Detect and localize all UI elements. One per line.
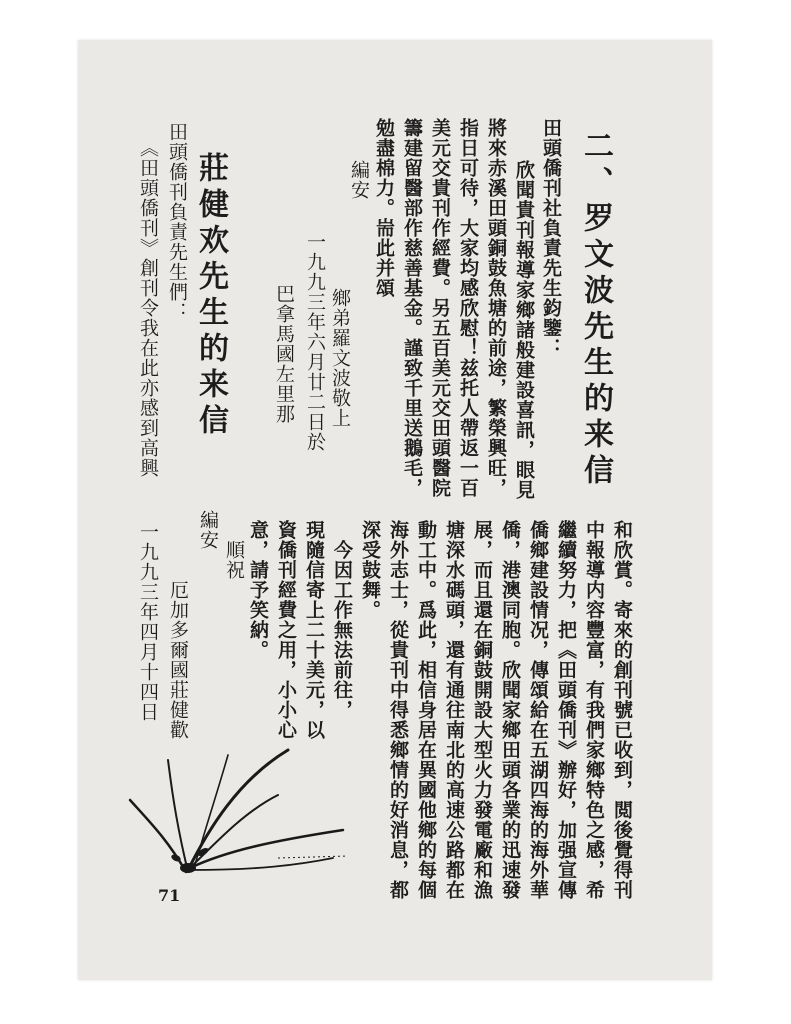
- letter1-date: 一九九三年六月廿二日於: [304, 232, 326, 452]
- letter1-body-line: 指日可待，大家均感欣慰！兹托人帶返一百: [457, 118, 479, 498]
- letter1-body-line: 籌建留醫部作慈善基金。謹致千里送鵝毛，: [401, 118, 423, 498]
- letter1-body-line: 勉盡棉力。耑此并頌: [373, 118, 395, 298]
- letter1-signature: 鄉弟羅文波敬上: [329, 288, 351, 428]
- letter2-body-line: 展，而且還在銅鼓開設大型火力發電廠和漁: [471, 520, 493, 900]
- page-number: 71: [158, 886, 181, 905]
- letter1-closing: 編安: [348, 160, 370, 200]
- letter2-body-line: 《田頭僑刊》創刊令我在此亦感到高興: [137, 138, 159, 478]
- letter1-body-line: 美元交貴刊作經費。另五百美元交田頭醫院: [429, 118, 451, 498]
- letter2-salutation: 田頭僑刊負責先生們：: [166, 122, 188, 322]
- letter2-body-line: 深受鼓舞。: [359, 520, 381, 620]
- letter1-title: 二、罗文波先生的来信: [578, 130, 613, 490]
- letter2-body-line: 僑，港澳同胞。欣聞家鄉田頭各業的迅速發: [499, 520, 521, 900]
- letter2-body-line: 資僑刊經費之用，小小心: [275, 520, 297, 740]
- letter2-date: 一九九三年四月十四日: [137, 522, 159, 722]
- letter1-salutation: 田頭僑刊社負責先生鈞鑒：: [540, 118, 562, 358]
- letter2-body-line: 繼續努力，把《田頭僑刊》辦好，加强宣傳: [555, 520, 577, 900]
- letter2-body-line: 僑鄉建設情况，傳頌給在五湖四海的海外華: [527, 520, 549, 900]
- letter2-body-line: 動工中。爲此，相信身居在異國他鄉的每個: [415, 520, 437, 900]
- letter2-title: 莊健欢先生的来信: [193, 152, 228, 440]
- letter2-closing-editor: 編安: [197, 510, 219, 550]
- letter2-body-line: 和欣賞。寄來的創刊號已收到，閲後覺得刊: [611, 520, 633, 900]
- letter2-body-line: 今因工作無法前往，: [331, 520, 353, 720]
- letter2-body-line: 海外志士，從貴刊中得悉鄉情的好消息，都: [387, 520, 409, 900]
- letter2-signature: 厄加多爾國莊健歡: [167, 580, 189, 740]
- letter1-body-line: 欣聞貴刊報導家鄉諸般建設喜訊，眼見: [513, 160, 535, 500]
- letter2-body-line: 意，請予笑納。: [247, 520, 269, 660]
- letter2-closing-regards: 順祝: [223, 540, 245, 580]
- letter2-body-line: 中報導内容豐富，有我們家鄉特色之感，希: [583, 520, 605, 900]
- letter2-body-line: 塘深水碼頭，還有通往南北的高速公路都在: [443, 520, 465, 900]
- letter1-body-line: 將來赤溪田頭銅鼓魚塘的前途，繁榮興旺，: [485, 118, 507, 498]
- orchid-illustration: [128, 740, 368, 880]
- letter1-place: 巴拿馬國左里那: [273, 284, 295, 424]
- letter2-body-line: 現隨信寄上二十美元，以: [303, 520, 325, 740]
